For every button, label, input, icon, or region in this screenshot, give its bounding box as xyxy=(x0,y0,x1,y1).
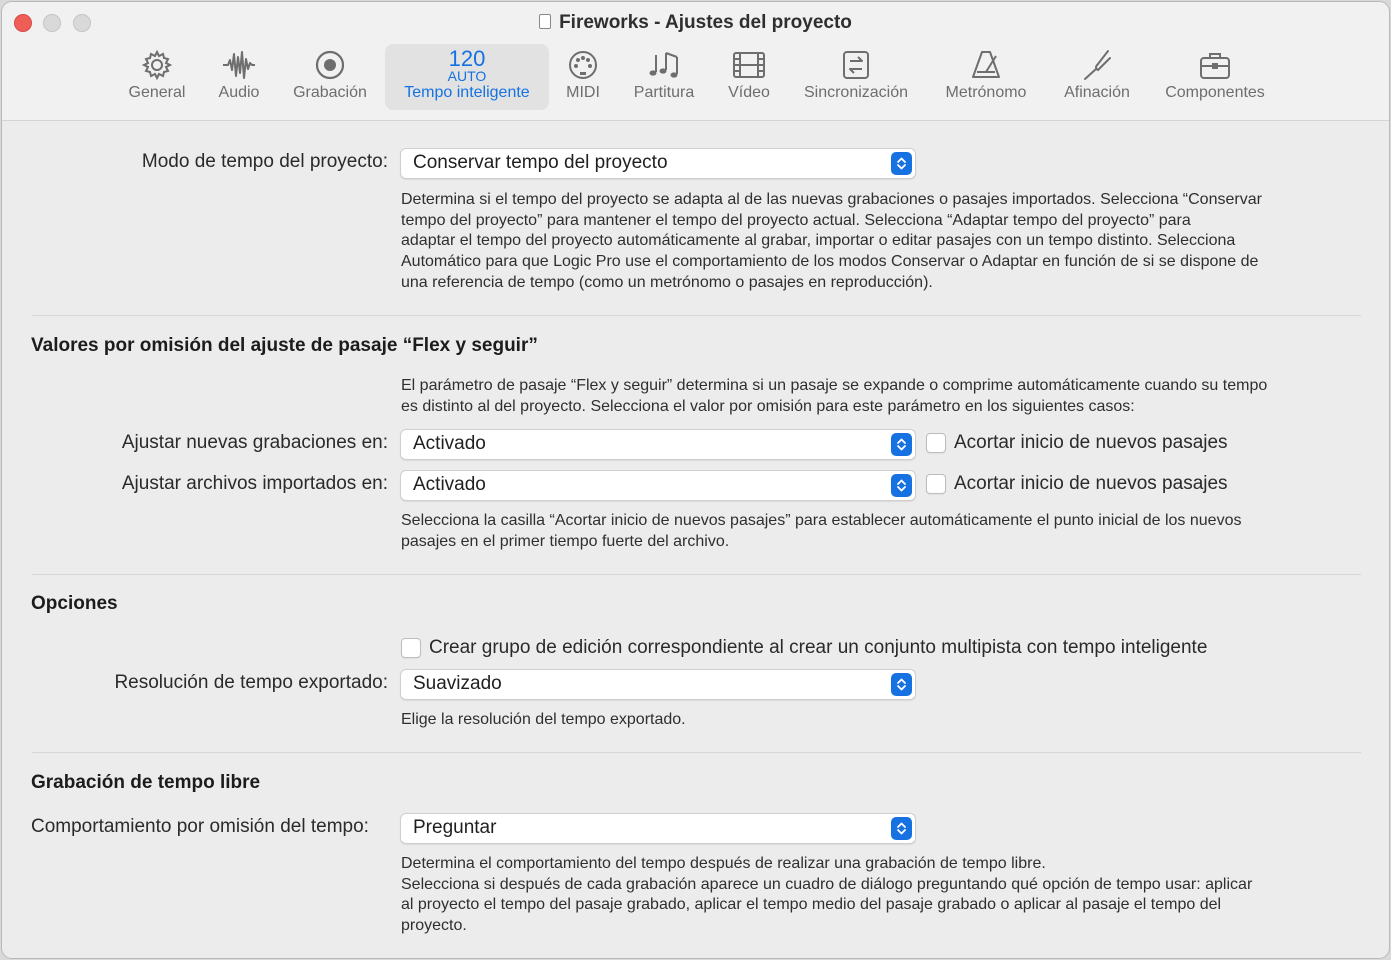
trim-start-note xyxy=(401,511,1341,552)
record-icon xyxy=(313,48,347,82)
free-tempo-heading: Grabación de tempo libre xyxy=(31,772,261,793)
gear-icon xyxy=(140,48,174,82)
tab-midi[interactable] xyxy=(558,44,608,110)
document-icon xyxy=(539,14,551,29)
tab-smart-tempo[interactable] xyxy=(385,44,549,110)
tab-components[interactable] xyxy=(1155,44,1275,110)
tuning-fork-icon xyxy=(1080,48,1114,82)
midi-icon xyxy=(566,48,600,82)
trim-start-recordings-label: Acortar inicio de nuevos pasajes xyxy=(954,432,1228,453)
default-tempo-behavior-label: Comportamiento por omisión del tempo: xyxy=(31,816,369,837)
tab-audio[interactable] xyxy=(210,44,268,110)
popup-arrows-icon xyxy=(891,673,912,696)
create-edit-group-label: Crear grupo de edición correspondiente al crear un conjunto multipista con tempo inteligente xyxy=(429,637,1208,658)
window-title-text: Fireworks - Ajustes del proyecto xyxy=(559,12,852,33)
desc-line: proyecto. xyxy=(401,917,467,935)
tab-components-label: Componentes xyxy=(1165,84,1265,101)
desc-line: Automático para que Logic Pro use el comportamiento de los modos Conservar o Adaptar en función de si se dispone de xyxy=(401,253,1259,271)
default-tempo-behavior-select[interactable] xyxy=(400,813,916,844)
waveform-icon xyxy=(222,48,256,82)
project-tempo-mode-select[interactable] xyxy=(400,148,916,179)
tab-audio-label: Audio xyxy=(218,84,260,101)
window-toolbar xyxy=(2,2,1389,121)
tab-general-label: General xyxy=(128,84,186,101)
tab-video-label: Vídeo xyxy=(728,84,770,101)
tab-recording[interactable] xyxy=(284,44,376,110)
export-resolution-description: Elige la resolución del tempo exportado. xyxy=(401,711,686,728)
trim-start-imported-checkbox[interactable] xyxy=(926,474,946,494)
desc-line: Selecciona la casilla “Acortar inicio de nuevos pasajes” para establecer automáticamente el punto inicial de los nuevos xyxy=(401,512,1242,529)
tab-video[interactable] xyxy=(720,44,778,110)
smart-tempo-number: 120 xyxy=(448,46,486,71)
tab-metronome-label: Metrónomo xyxy=(945,84,1027,101)
desc-line: Determina si el tempo del proyecto se adapta al de las nuevas grabaciones o pasajes importados. Selecciona “Conservar xyxy=(401,191,1262,208)
flex-follow-heading: Valores por omisión del ajuste de pasaje “Flex y seguir” xyxy=(31,335,538,356)
window-title xyxy=(2,12,1389,34)
adjust-imported-select[interactable] xyxy=(400,470,916,501)
desc-line: es distinto al del proyecto. Selecciona el valor por omisión para este parámetro en los siguientes casos: xyxy=(401,397,1135,415)
project-tempo-mode-value: Conservar tempo del proyecto xyxy=(413,152,668,173)
trim-start-recordings-checkbox[interactable] xyxy=(926,433,946,453)
export-resolution-label: Resolución de tempo exportado: xyxy=(114,672,388,693)
flex-follow-description xyxy=(401,376,1341,417)
adjust-new-recordings-select[interactable] xyxy=(400,429,916,460)
project-tempo-mode-description xyxy=(401,190,1341,294)
desc-line: El parámetro de pasaje “Flex y seguir” determina si un pasaje se expande o comprime automáticamente cuando su tempo xyxy=(401,377,1268,394)
popup-arrows-icon xyxy=(891,474,912,497)
tab-recording-label: Grabación xyxy=(293,84,367,101)
default-tempo-behavior-value: Preguntar xyxy=(413,817,497,838)
desc-line: pasajes en el primer tiempo fuerte del archivo. xyxy=(401,532,730,550)
adjust-new-recordings-value: Activado xyxy=(413,433,486,454)
desc-line: Determina el comportamiento del tempo después de realizar una grabación de tempo libre. xyxy=(401,855,1046,872)
adjust-imported-label: Ajustar archivos importados en: xyxy=(121,473,388,494)
tab-tuning-label: Afinación xyxy=(1064,84,1130,101)
adjust-new-recordings-label: Ajustar nuevas grabaciones en: xyxy=(121,432,388,453)
popup-arrows-icon xyxy=(891,817,912,840)
desc-line: una referencia de tempo (como un metrónomo o pasajes en reproducción). xyxy=(401,273,933,291)
tab-tuning[interactable] xyxy=(1055,44,1139,110)
desc-line: Selecciona si después de cada grabación aparece un cuadro de diálogo preguntando qué opción de tempo usar: aplicar xyxy=(401,875,1253,893)
section-divider xyxy=(32,752,1361,753)
trim-start-imported-label: Acortar inicio de nuevos pasajes xyxy=(954,473,1228,494)
desc-line: adaptar el tempo del proyecto automáticamente al grabar, importar o editar pasajes con un tempo distinto. Selecciona xyxy=(401,232,1236,250)
tab-sync-label: Sincronización xyxy=(803,84,909,101)
desc-line: al proyecto el tempo del pasaje grabado, aplicar el tempo medio del pasaje grabado o aplicar al pasaje el tempo del xyxy=(401,896,1222,914)
section-divider xyxy=(32,574,1361,575)
adjust-imported-value: Activado xyxy=(413,474,486,495)
desc-line: tempo del proyecto” para mantener el tempo del proyecto actual. Selecciona “Adaptar tempo del proyecto” para xyxy=(401,211,1191,229)
tab-midi-label: MIDI xyxy=(566,84,600,101)
project-tempo-mode-label: Modo de tempo del proyecto: xyxy=(141,151,388,172)
popup-arrows-icon xyxy=(891,152,912,175)
smart-tempo-mode: AUTO xyxy=(447,68,487,84)
tab-score[interactable] xyxy=(624,44,704,110)
metronome-icon xyxy=(969,48,1003,82)
project-settings-window xyxy=(1,1,1390,959)
options-heading: Opciones xyxy=(31,593,118,614)
export-resolution-value: Suavizado xyxy=(413,673,502,694)
tab-general[interactable] xyxy=(122,44,192,110)
briefcase-icon xyxy=(1198,48,1232,82)
tab-smart-tempo-label: Tempo inteligente xyxy=(404,84,530,101)
create-edit-group-checkbox[interactable] xyxy=(401,638,421,658)
popup-arrows-icon xyxy=(891,433,912,456)
tab-sync[interactable] xyxy=(797,44,915,110)
tab-metronome[interactable] xyxy=(936,44,1036,110)
film-icon xyxy=(732,48,766,82)
free-tempo-description xyxy=(401,854,1341,937)
notes-icon xyxy=(647,48,681,82)
sync-icon xyxy=(839,48,873,82)
export-resolution-select[interactable] xyxy=(400,669,916,700)
section-divider xyxy=(32,315,1361,316)
tab-score-label: Partitura xyxy=(633,84,695,101)
